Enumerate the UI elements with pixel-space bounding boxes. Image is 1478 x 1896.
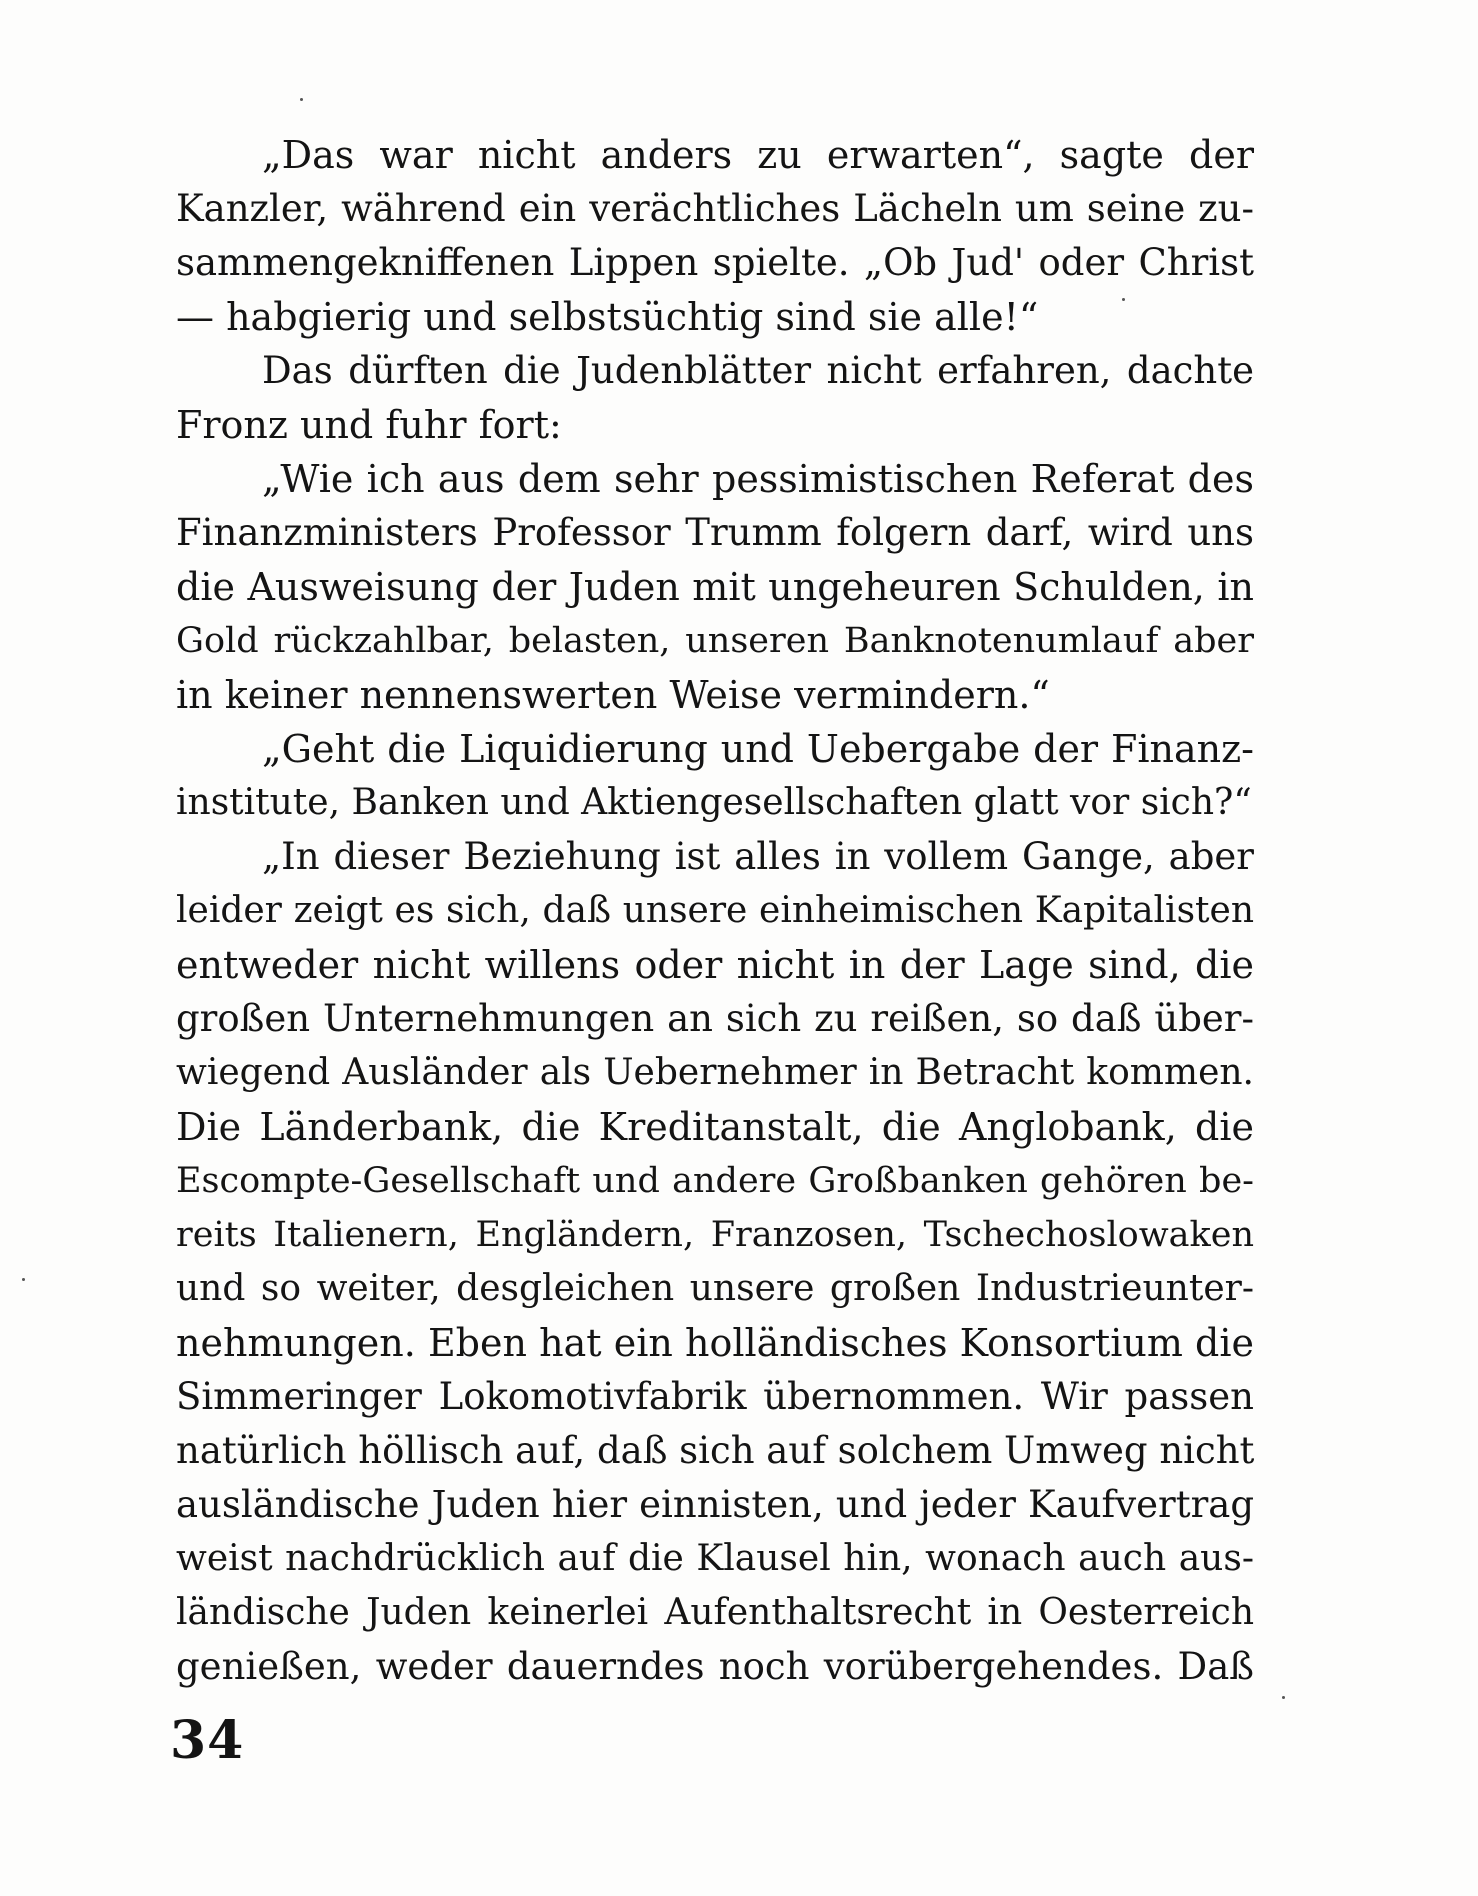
text-line: Fronz und fuhr fort: (176, 403, 562, 447)
text-line: Kanzler, während ein verächtliches Lächeln um seine zu- (176, 187, 1254, 230)
text-line: Finanzministers Professor Trumm folgern darf, wird uns (176, 511, 1254, 554)
text-line: nehmungen. Eben hat ein holländisches Konsortium die (176, 1321, 1254, 1365)
text-line: großen Unternehmungen an sich zu reißen, so daß über- (176, 997, 1254, 1040)
text-line: ausländische Juden hier einnisten, und jeder Kaufvertrag (176, 1483, 1254, 1526)
text-line: die Ausweisung der Juden mit ungeheuren Schulden, in (176, 565, 1254, 609)
text-line: sammengekniffenen Lippen spielte. „Ob Jud' oder Christ (176, 241, 1254, 284)
text-line: wiegend Ausländer als Uebernehmer in Betracht kommen. (176, 1052, 1254, 1093)
text-line: natürlich höllisch auf, daß sich auf solchem Umweg nicht (176, 1429, 1254, 1472)
text-line: entweder nicht willens oder nicht in der Lage sind, die (176, 943, 1254, 987)
text-line: reits Italienern, Engländern, Franzosen, Tschechoslowaken (176, 1215, 1254, 1255)
text-line: in keiner nennenswerten Weise vermindern.“ (176, 673, 1050, 717)
text-line: „Geht die Liquidierung und Uebergabe der Finanz- (262, 727, 1254, 771)
scan-speck (1122, 298, 1125, 301)
text-line: institute, Banken und Aktiengesellschaften glatt vor sich?“ (176, 782, 1252, 823)
text-line: weist nachdrücklich auf die Klausel hin, wonach auch aus- (176, 1538, 1254, 1579)
text-line: Simmeringer Lokomotivfabrik übernommen. Wir passen (176, 1375, 1254, 1418)
text-line: Escompte-Gesellschaft und andere Großbanken gehören be- (176, 1161, 1254, 1201)
text-line: Das dürften die Judenblätter nicht erfahren, dachte (262, 349, 1254, 392)
text-line: „In dieser Beziehung ist alles in vollem Gange, aber (262, 835, 1254, 878)
text-line: Die Länderbank, die Kreditanstalt, die Anglobank, die (176, 1105, 1254, 1149)
text-line: — habgierig und selbstsüchtig sind sie alle!“ (176, 295, 1039, 339)
page-number: 34 (170, 1710, 245, 1771)
text-line: „Das war nicht anders zu erwarten“, sagte der (262, 133, 1254, 177)
text-line: leider zeigt es sich, daß unsere einheimischen Kapitalisten (176, 890, 1254, 931)
text-line: ländische Juden keinerlei Aufenthaltsrecht in Oesterreich (176, 1592, 1254, 1633)
body-text (176, 128, 1254, 1694)
text-line: Gold rückzahlbar, belasten, unseren Banknotenumlauf aber (176, 621, 1254, 661)
text-line: und so weiter, desgleichen unsere großen Industrieunter- (176, 1268, 1254, 1309)
scan-speck (1282, 1696, 1285, 1699)
text-line: genießen, weder dauerndes noch vorübergehendes. Daß (176, 1645, 1254, 1688)
text-line: „Wie ich aus dem sehr pessimistischen Referat des (262, 457, 1254, 501)
scan-speck (22, 1278, 25, 1281)
scan-speck (300, 98, 303, 101)
